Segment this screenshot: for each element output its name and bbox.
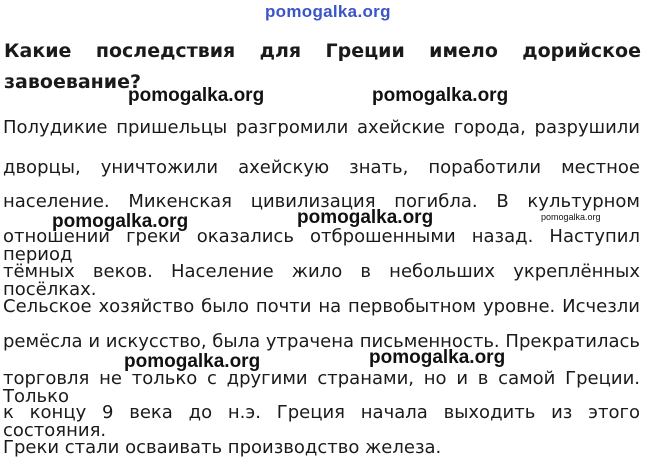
question-line-2: завоевание?	[4, 71, 142, 93]
watermark-top: pomogalka.org	[265, 2, 391, 21]
answer-line-4: отношении греки оказались отброшенными назад. Наступил период	[3, 226, 640, 265]
watermark-5: pomogalka.org	[124, 351, 261, 372]
answer-line-1: Полудикие пришельцы разгромили ахейские города, разрушили	[3, 117, 640, 138]
question-line-1: Какие последствия для Греции имело дорийское	[4, 40, 641, 62]
answer-line-9: к концу 9 века до н.э. Греция начала выходить из этого состояния.	[3, 402, 640, 441]
watermark-2: pomogalka.org	[372, 85, 509, 106]
answer-line-3: население. Микенская цивилизация погибла. В культурном	[3, 191, 640, 212]
answer-line-7: ремёсла и искусство, была утрачена письменность. Прекратилась	[3, 331, 640, 352]
watermark-3: pomogalka.org	[52, 211, 189, 232]
watermark-small: pomogalka.org	[541, 212, 601, 222]
answer-line-5: тёмных веков. Население жило в небольших укреплённых посёлках.	[3, 261, 640, 300]
watermark-4: pomogalka.org	[297, 207, 434, 228]
answer-line-6: Сельское хозяйство было почти на первобытном уровне. Исчезли	[3, 296, 640, 317]
watermark-6: pomogalka.org	[369, 347, 506, 368]
answer-line-2: дворцы, уничтожили ахейскую знать, поработили местное	[3, 157, 640, 178]
answer-line-8: торговля не только с другими странами, но и в самой Греции. Только	[3, 368, 640, 407]
watermark-1: pomogalka.org	[128, 85, 265, 106]
question-heading	[4, 34, 641, 93]
answer-line-10: Греки стали осваивать производство железа.	[3, 437, 442, 458]
